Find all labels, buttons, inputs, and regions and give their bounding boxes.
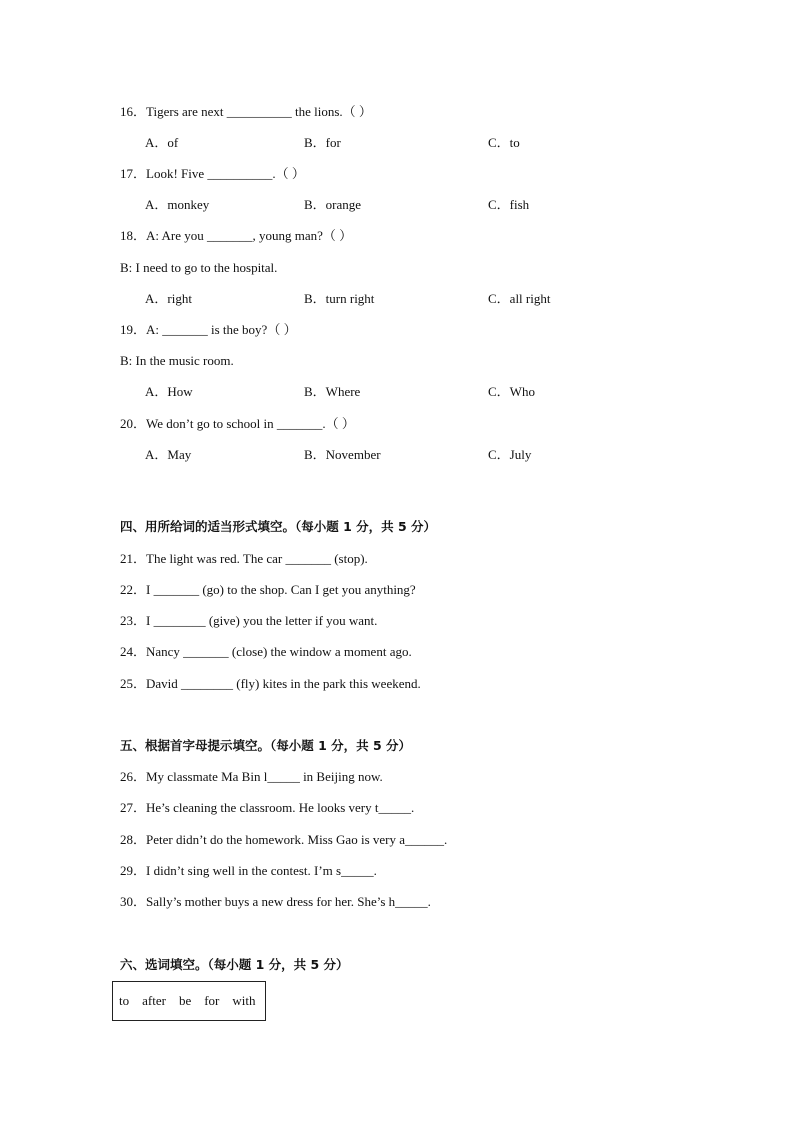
- question-21: 21．The light was red. The car _______ (stop).: [120, 551, 368, 566]
- question-18: 18．A: Are you _______, young man?（ ）: [120, 228, 353, 243]
- question-26: 26．My classmate Ma Bin l_____ in Beijing now.: [120, 769, 383, 784]
- word-bank-word: with: [232, 993, 256, 1008]
- question-20-options: [145, 446, 645, 464]
- section-4-heading: 四、用所给词的适当形式填空。（每小题 1 分，共 5 分）: [120, 519, 437, 534]
- question-28: 28．Peter didn’t do the homework. Miss Gao is very a______.: [120, 832, 448, 847]
- word-bank-word: for: [204, 993, 220, 1008]
- word-bank: [112, 981, 266, 1021]
- question-17: 17．Look! Five __________.（ ）: [120, 166, 305, 181]
- word-bank-word: after: [142, 993, 166, 1008]
- question-16: 16．Tigers are next __________ the lions.（ ）: [120, 104, 372, 119]
- option-a: A．monkey: [145, 197, 210, 212]
- option-b: B．turn right: [304, 291, 375, 306]
- question-24: 24．Nancy _______ (close) the window a moment ago.: [120, 644, 412, 659]
- question-19: 19．A: _______ is the boy?（ ）: [120, 322, 297, 337]
- option-b: B．orange: [304, 197, 362, 212]
- question-18-options: [145, 290, 645, 308]
- option-c: C．Who: [488, 384, 535, 399]
- word-bank-word: to: [119, 993, 130, 1008]
- option-c: C．July: [488, 447, 532, 462]
- option-a: A．of: [145, 135, 179, 150]
- question-19-response: B: In the music room.: [120, 353, 234, 368]
- option-a: A．May: [145, 447, 192, 462]
- question-19-options: [145, 383, 645, 401]
- option-b: B．November: [304, 447, 381, 462]
- option-b: B．for: [304, 135, 341, 150]
- question-25: 25．David ________ (fly) kites in the park this weekend.: [120, 676, 421, 691]
- option-a: A．right: [145, 291, 192, 306]
- option-c: C．all right: [488, 291, 551, 306]
- option-c: C．to: [488, 135, 520, 150]
- question-23: 23．I ________ (give) you the letter if you want.: [120, 613, 378, 628]
- question-30: 30．Sally’s mother buys a new dress for her. She’s h_____.: [120, 894, 431, 909]
- section-5-heading: 五、根据首字母提示填空。（每小题 1 分，共 5 分）: [120, 738, 412, 753]
- question-16-options: [145, 134, 645, 152]
- option-c: C．fish: [488, 197, 530, 212]
- question-20: 20．We don’t go to school in _______.（ ）: [120, 416, 355, 431]
- question-29: 29．I didn’t sing well in the contest. I’m s_____.: [120, 863, 377, 878]
- option-b: B．Where: [304, 384, 361, 399]
- option-a: A．How: [145, 384, 193, 399]
- question-22: 22．I _______ (go) to the shop. Can I get you anything?: [120, 582, 416, 597]
- question-27: 27．He’s cleaning the classroom. He looks very t_____.: [120, 800, 415, 815]
- section-6-heading: 六、选词填空。（每小题 1 分，共 5 分）: [120, 957, 349, 972]
- question-18-response: B: I need to go to the hospital.: [120, 260, 278, 275]
- question-17-options: [145, 196, 645, 214]
- word-bank-word: be: [178, 993, 192, 1008]
